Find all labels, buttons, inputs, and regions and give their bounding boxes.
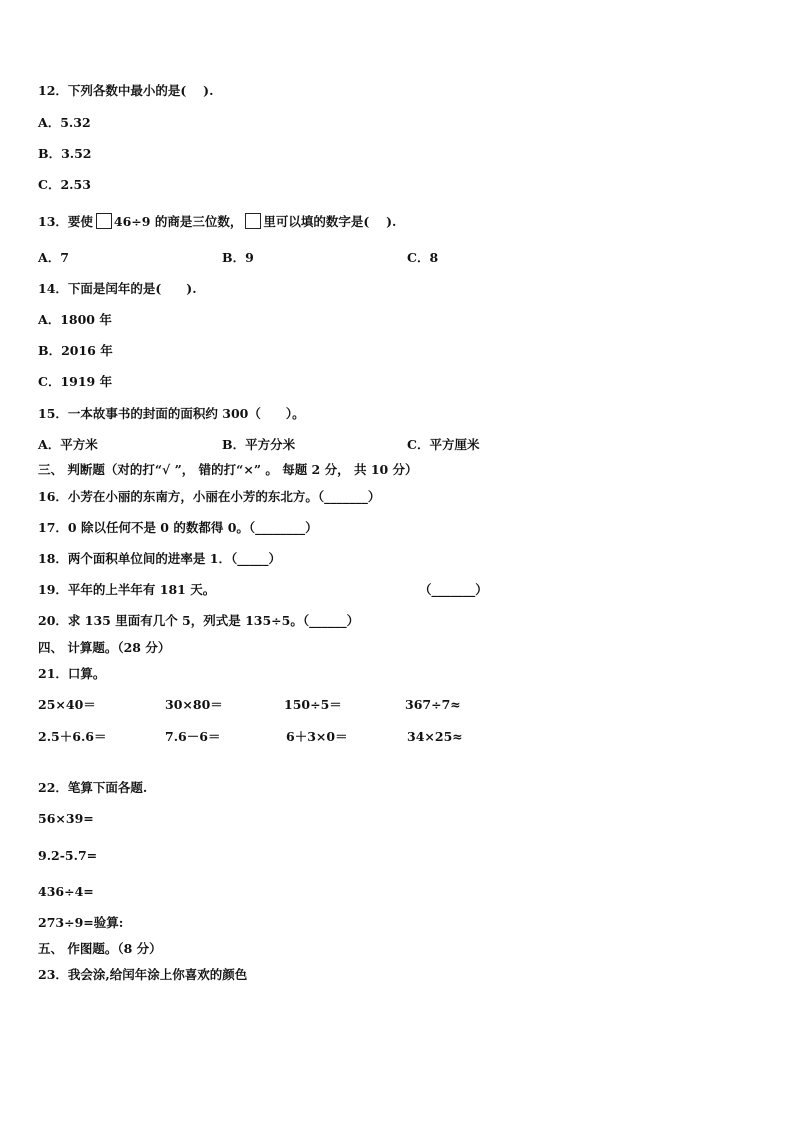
- question-14-option-a: A．1800 年: [38, 312, 112, 327]
- question-20: 20．求 135 里面有几个 5，列式是 135÷5。（______）: [38, 613, 360, 628]
- question-17: 17．0 除以任何不是 0 的数都得 0。（________）: [38, 520, 318, 535]
- mental-math-item: 150÷5＝: [284, 697, 342, 712]
- question-19-stem: 19．平年的上半年有 181 天。: [38, 582, 216, 597]
- question-22-stem: 22．笔算下面各题.: [38, 780, 148, 795]
- blank-box-icon: [245, 213, 261, 229]
- written-calc-item: 273÷9=验算:: [38, 915, 124, 930]
- question-12-stem: 12．下列各数中最小的是( ).: [38, 83, 214, 98]
- question-21-stem: 21．口算。: [38, 666, 106, 681]
- question-15-option-b: B．平方分米: [222, 437, 296, 452]
- mental-math-item: 25×40＝: [38, 697, 96, 712]
- section-5-heading: 五、 作图题。（8 分）: [38, 941, 162, 956]
- blank-box-icon: [96, 213, 112, 229]
- mental-math-item: 2.5＋6.6＝: [38, 729, 107, 744]
- question-18: 18．两个面积单位间的进率是 1．（_____）: [38, 551, 281, 566]
- question-13-stem-part1: 13．要使: [38, 214, 93, 229]
- question-13-option-a: A．7: [38, 250, 69, 265]
- question-15-option-c: C．平方厘米: [407, 437, 480, 452]
- question-14-option-c: C．1919 年: [38, 374, 113, 389]
- mental-math-item: 367÷7≈: [405, 697, 461, 712]
- question-23: 23．我会涂,给闰年涂上你喜欢的颜色: [38, 967, 248, 982]
- written-calc-item: 436÷4=: [38, 884, 94, 899]
- question-13-option-c: C．8: [407, 250, 439, 265]
- question-12-option-b: B．3.52: [38, 146, 92, 161]
- mental-math-item: 30×80＝: [165, 697, 223, 712]
- question-19-blank: （_______）: [419, 582, 488, 597]
- question-15-option-a: A．平方米: [38, 437, 98, 452]
- mental-math-item: 7.6－6＝: [165, 729, 221, 744]
- written-calc-item: 56×39=: [38, 811, 94, 826]
- question-14-option-b: B．2016 年: [38, 343, 113, 358]
- question-14-stem: 14．下面是闰年的是( ).: [38, 281, 197, 296]
- question-16: 16．小芳在小丽的东南方，小丽在小芳的东北方。（_______）: [38, 489, 381, 504]
- written-calc-item: 9.2-5.7=: [38, 848, 98, 863]
- question-13-stem-part2: 46÷9 的商是三位数，: [113, 214, 243, 229]
- question-12-option-c: C．2.53: [38, 177, 91, 192]
- question-12-option-a: A．5.32: [38, 115, 91, 130]
- question-13-stem-part3: 里可以填的数字是( ).: [263, 214, 397, 229]
- mental-math-item: 6＋3×0＝: [286, 729, 348, 744]
- question-13-option-b: B．9: [222, 250, 254, 265]
- question-13-stem: [38, 213, 396, 230]
- mental-math-item: 34×25≈: [407, 729, 463, 744]
- question-15-stem: 15．一本故事书的封面的面积约 300（ ）。: [38, 406, 305, 421]
- section-3-heading: 三、 判断题（对的打“√ ”， 错的打“×” 。 每题 2 分， 共 10 分）: [38, 462, 418, 477]
- section-4-heading: 四、 计算题。（28 分）: [38, 640, 171, 655]
